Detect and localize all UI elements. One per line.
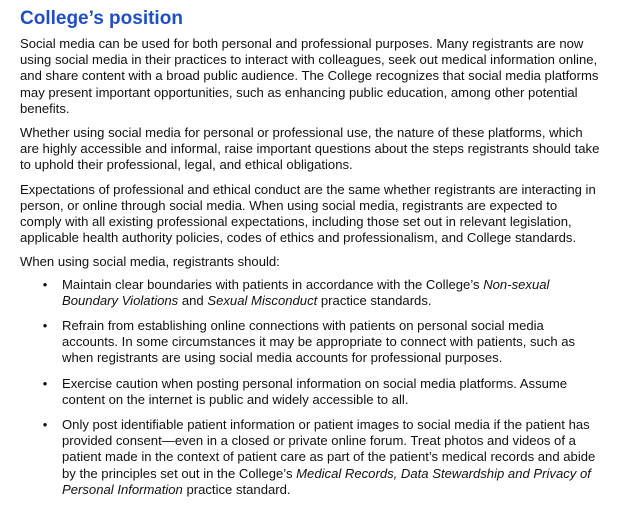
bullet-icon: •: [42, 276, 48, 292]
item-text: Refrain from establishing online connections with patients on personal social media accounts. In some circumstances it may be appropriate to connect with patients, such as when registrants are using social media accounts for professional purposes.: [62, 318, 576, 366]
paragraph-1: Social media can be used for both personal and professional purposes. Many registrants are now using social media in their practices to interact with colleagues, seek out medical information online, and share content with a broad public audience. The College recognizes that social media platforms may present important opportunities, such as enhancing public education, among other potential benefits.: [20, 36, 599, 116]
expectations-list: [20, 277, 600, 498]
item-text: Maintain clear boundaries with patients in accordance with the College’s: [62, 276, 484, 292]
section-heading: College’s position: [20, 8, 183, 29]
bullet-icon: •: [42, 318, 48, 334]
paragraph-3: Expectations of professional and ethical conduct are the same whether registrants are interacting in person, or online through social media. When using social media, registrants are expected to comply with all existing professional expectations, including those set out in relevant legislation, applicable health authority policies, codes of ethics and professionalism, and College standards.: [20, 181, 596, 246]
paragraph-2: Whether using social media for personal or professional use, the nature of these platforms, which are highly accessible and informal, raise important questions about the steps registrants should take to uphold their professional, legal, and ethical obligations.: [20, 125, 600, 173]
item-text: practice standard.: [182, 481, 291, 497]
list-item: [20, 277, 600, 309]
standard-name: Sexual Misconduct: [207, 292, 318, 308]
item-text: practice standards.: [317, 292, 432, 308]
bullet-icon: •: [42, 417, 48, 433]
item-text: Exercise caution when posting personal information on social media platforms. Assume content on the internet is public and widely accessible to all.: [62, 375, 568, 407]
standard-name: Non-sexual Boundary Violations: [62, 276, 550, 308]
list-intro: When using social media, registrants should:: [20, 254, 280, 270]
standard-name: Medical Records, Data Stewardship and Privacy of Personal Information: [62, 465, 591, 497]
list-item: [20, 318, 600, 367]
item-text: Only post identifiable patient information or patient images to social media if the patient has provided consent—even in a closed or private online forum. Treat photos and videos of a patient made in the context of patient care as part of the patient’s medical records and abide by the principles set out in the College’s: [62, 417, 596, 481]
list-item: [20, 417, 600, 498]
bullet-icon: •: [42, 375, 48, 391]
list-item: [20, 376, 600, 408]
item-text: and: [178, 292, 208, 308]
